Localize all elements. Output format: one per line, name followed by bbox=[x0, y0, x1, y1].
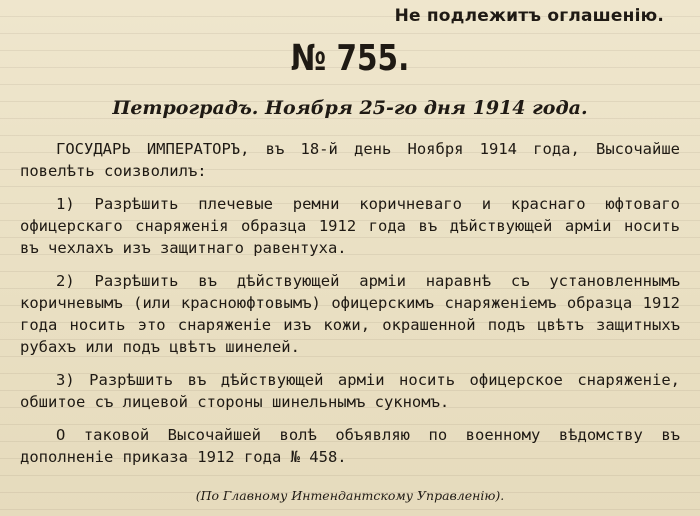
preamble: ГОСУДАРЬ ИМПЕРАТОРЪ, въ 18-й день Ноября 1914 года, Высочайше повелѣть соизволилъ: bbox=[20, 140, 680, 180]
dateline: Петроградъ. Ноября 25-го дня 1914 года. bbox=[112, 97, 588, 119]
order-item-1: 1) Разрѣшить плечевые ремни коричневаго и краснаго юфтоваго офицерскаго снаряженія образца 1912 года въ дѣйствующей арміи носить въ чехлахъ изъ защитнаго равентуха. bbox=[20, 195, 680, 257]
issuing-department: (По Главному Интендантскому Управленію). bbox=[195, 488, 505, 503]
order-body bbox=[20, 138, 680, 479]
restriction-notice: Не подлежитъ оглашенію. bbox=[394, 6, 664, 26]
order-number: № 755. bbox=[290, 38, 410, 79]
order-item-3: 3) Разрѣшить въ дѣйствующей арміи носить офицерское снаряженіе, обшитое съ лицевой стороны шинельнымъ сукномъ. bbox=[20, 371, 680, 411]
closing-paragraph: О таковой Высочайшей волѣ объявляю по военному вѣдомству въ дополненіе приказа 1912 года № 458. bbox=[20, 426, 680, 466]
order-item-2: 2) Разрѣшить въ дѣйствующей арміи наравнѣ съ установленнымъ коричневымъ (или красноюфтовымъ) офицерскимъ снаряженіемъ образца 1912 года носить это снаряженіе изъ кожи, окрашенной подъ цвѣтъ защитныхъ рубахъ или подъ цвѣтъ шинелей. bbox=[20, 272, 680, 356]
